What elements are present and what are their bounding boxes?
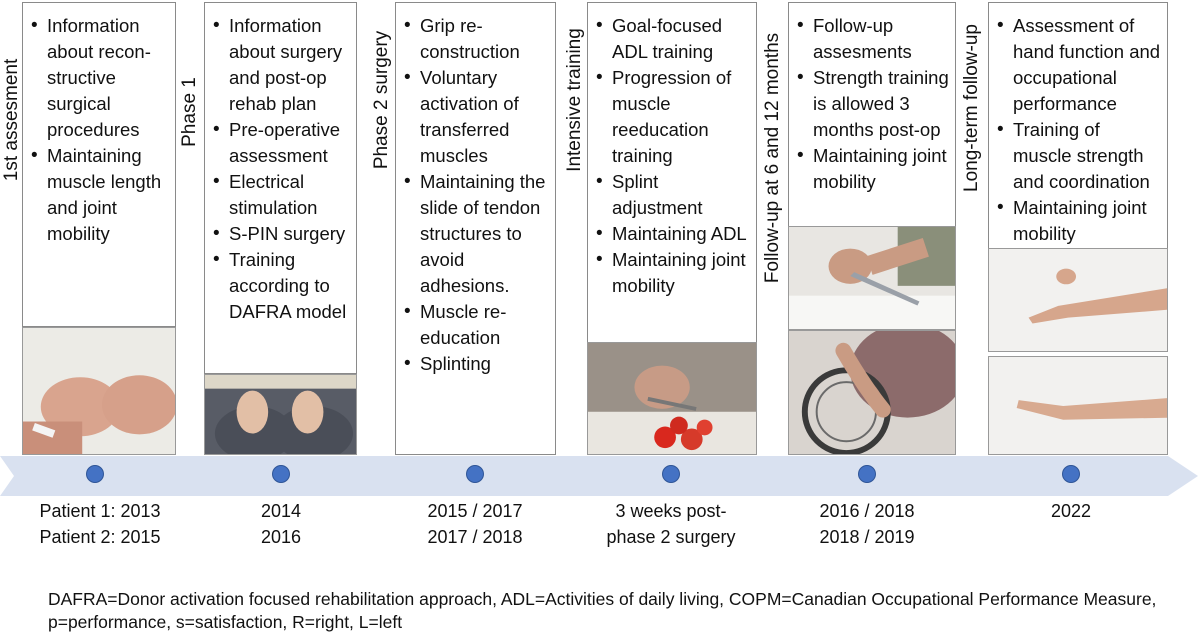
date-long-term: 2022 <box>1050 501 1092 521</box>
bullet: • Strength training is allowed 3 months post-op <box>795 65 951 143</box>
timeline-dot <box>662 465 680 483</box>
bullet: • Electrical stimulation <box>211 169 352 221</box>
bullet: • Maintaining joint mobility <box>795 143 951 195</box>
photo-wheelchair <box>788 330 956 455</box>
phase-box-intensive-training <box>587 2 757 344</box>
photo-holding-fork <box>788 226 956 330</box>
bullet: • Maintaining joint mobility <box>594 247 752 299</box>
phase-label-follow-up-6-12-months: Follow-up at 6 and 12 months <box>762 32 783 284</box>
photo-hands-on-lap <box>204 374 357 455</box>
bullet: • Maintaining the slide of tendon structures to avoid adhesions. <box>402 169 551 299</box>
timeline-dot <box>466 465 484 483</box>
date-phase-1: 2014 2016 <box>260 501 302 547</box>
phase-box-long-term-follow-up <box>988 2 1168 250</box>
footnote: DAFRA=Donor activation focused rehabilitation approach, ADL=Activities of daily living, COPM=Canadian Occupational Performance Measure, p=performance, s=satisfaction, R=right, L=left <box>48 589 1157 632</box>
bullet: • Maintaining joint mobility <box>995 195 1163 247</box>
phase-box-1st-assessment <box>22 2 176 327</box>
bullet: • Grip re-construction <box>402 13 551 65</box>
phase-label-phase-1: Phase 1 <box>179 77 200 147</box>
photo-hand-extended <box>988 248 1168 352</box>
bullet: • S-PIN surgery <box>211 221 352 247</box>
bullet: • Training according to DAFRA model <box>211 247 352 325</box>
bullet: • Splint adjustment <box>594 169 752 221</box>
photo-hand-extended-2 <box>988 356 1168 455</box>
timeline-dot <box>272 465 290 483</box>
timeline-dot <box>858 465 876 483</box>
phase-label-1st-assessment: 1st assesment <box>1 58 22 182</box>
timeline-arrow <box>0 452 1200 500</box>
bullet: • Maintaining ADL <box>594 221 752 247</box>
phase-label-phase-2-surgery: Phase 2 surgery <box>371 30 392 170</box>
photo-cutting-tomato <box>587 342 757 455</box>
bullet: • Muscle re-education <box>402 299 551 351</box>
date-phase-2-surgery: 2015 / 2017 2017 / 2018 <box>427 501 523 547</box>
timeline-dot <box>86 465 104 483</box>
bullet: • Maintaining muscle length and joint mobility <box>29 143 171 247</box>
bullet: • Information about surgery and post-op rehab plan <box>211 13 352 117</box>
bullet: • Information about recon-structive surgical procedures <box>29 13 171 143</box>
bullet: • Pre-operative assessment <box>211 117 352 169</box>
phase-box-phase-2-surgery <box>395 2 556 455</box>
date-1st-assessment: Patient 1: 2013 Patient 2: 2015 <box>39 501 161 547</box>
phase-box-phase-1 <box>204 2 357 374</box>
bullet: • Assessment of hand function and occupational performance <box>995 13 1163 117</box>
bullet: • Goal-focused ADL training <box>594 13 752 65</box>
date-intensive-training: 3 weeks post- phase 2 surgery <box>606 501 736 547</box>
phase-label-intensive-training: Intensive training <box>564 28 585 172</box>
timeline-dot <box>1062 465 1080 483</box>
bullet: • Training of muscle strength and coordination <box>995 117 1163 195</box>
photo-hands-on-table <box>22 327 176 455</box>
bullet: • Voluntary activation of transferred muscles <box>402 65 551 169</box>
date-follow-up: 2016 / 2018 2018 / 2019 <box>819 501 915 547</box>
bullet: • Follow-up assesments <box>795 13 951 65</box>
bullet: • Progression of muscle reeducation training <box>594 65 752 169</box>
bullet: • Splinting <box>402 351 551 377</box>
phase-box-follow-up-6-12-months <box>788 2 956 228</box>
phase-label-long-term-follow-up: Long-term follow-up <box>961 24 982 192</box>
